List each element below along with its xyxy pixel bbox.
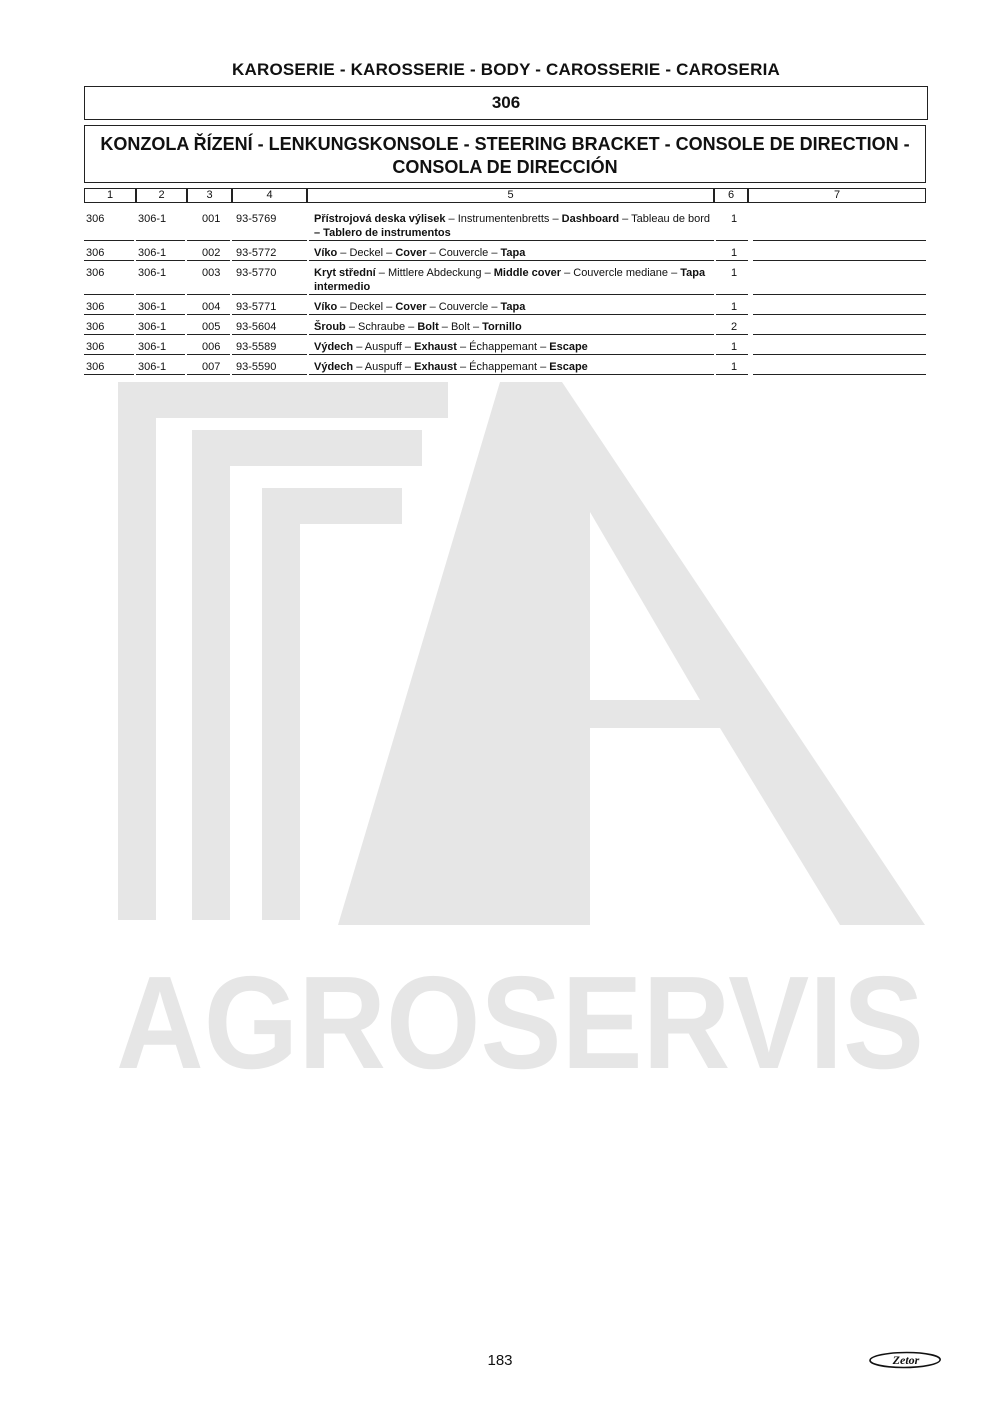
description-part: – Couvercle – xyxy=(426,247,501,259)
description-part: – Échappemant – xyxy=(456,361,550,373)
row-underline xyxy=(187,260,230,261)
column-header-7: 7 xyxy=(748,188,926,203)
part-number-cell: 93-5604 xyxy=(236,321,277,333)
row-underline xyxy=(716,334,748,335)
row-underline xyxy=(84,260,134,261)
row-underline xyxy=(309,294,714,295)
group-cell: 306 xyxy=(86,267,105,279)
quantity-cell: 1 xyxy=(731,267,738,279)
description-part: Kryt střední xyxy=(314,267,376,279)
figure-cell: 306-1 xyxy=(138,361,167,373)
part-number-cell: 93-5772 xyxy=(236,247,277,259)
row-underline xyxy=(716,260,748,261)
quantity-cell: 1 xyxy=(731,247,738,259)
row-underline xyxy=(232,314,307,315)
row-underline xyxy=(309,314,714,315)
description-part: – Deckel – xyxy=(337,301,396,313)
position-cell: 007 xyxy=(202,361,221,373)
description-part: Escape xyxy=(549,361,588,373)
row-underline xyxy=(309,260,714,261)
description-cell xyxy=(314,300,716,314)
column-header-3: 3 xyxy=(187,188,232,203)
description-part: Cover xyxy=(395,301,427,313)
description-part: Tapa xyxy=(500,247,526,259)
figure-cell: 306-1 xyxy=(138,341,167,353)
row-underline xyxy=(136,374,185,375)
description-cell xyxy=(314,360,716,374)
group-cell: 306 xyxy=(86,301,105,313)
row-underline xyxy=(309,334,714,335)
description-line xyxy=(314,320,716,334)
row-underline xyxy=(187,334,230,335)
description-part: Výdech xyxy=(314,361,354,373)
description-part: – Couvercle mediane – xyxy=(561,267,681,279)
group-cell: 306 xyxy=(86,247,105,259)
description-cell xyxy=(314,266,716,294)
row-underline xyxy=(187,240,230,241)
description-part: – Couvercle – xyxy=(426,301,501,313)
row-underline xyxy=(136,314,185,315)
position-cell: 002 xyxy=(202,247,221,259)
description-part: Exhaust xyxy=(414,361,457,373)
description-part: Bolt xyxy=(417,321,439,333)
description-line xyxy=(314,226,716,240)
page-title: KAROSERIE - KAROSSERIE - BODY - CAROSSERIE - CAROSERIA xyxy=(232,60,780,79)
row-underline xyxy=(309,240,714,241)
figure-cell: 306-1 xyxy=(138,301,167,313)
description-line xyxy=(314,360,716,374)
description-cell xyxy=(314,320,716,334)
group-cell: 306 xyxy=(86,341,105,353)
column-header-1: 1 xyxy=(84,188,136,203)
description-part: – Schraube – xyxy=(345,321,418,333)
description-part: – Échappemant – xyxy=(456,341,550,353)
description-cell xyxy=(314,246,716,260)
row-underline xyxy=(187,294,230,295)
zetor-logo xyxy=(868,1351,942,1369)
description-part: – Tablero de instrumentos xyxy=(314,227,451,239)
parts-table xyxy=(0,208,1000,376)
row-underline xyxy=(187,314,230,315)
table-row xyxy=(0,296,1000,316)
row-underline xyxy=(309,354,714,355)
row-underline xyxy=(753,334,926,335)
column-header-5: 5 xyxy=(307,188,714,203)
figure-cell: 306-1 xyxy=(138,213,167,225)
row-underline xyxy=(187,374,230,375)
row-underline xyxy=(753,314,926,315)
table-row xyxy=(0,242,1000,262)
description-part: Víko xyxy=(314,247,338,259)
description-part: – Tableau de bord xyxy=(619,213,711,225)
description-part: – Auspuff – xyxy=(353,361,415,373)
figure-cell: 306-1 xyxy=(138,247,167,259)
table-row xyxy=(0,356,1000,376)
description-part: Escape xyxy=(549,341,588,353)
description-line xyxy=(314,340,716,354)
description-part: Šroub xyxy=(314,321,346,333)
description-part: – Mittlere Abdeckung – xyxy=(375,267,494,279)
section-title-box xyxy=(84,125,926,183)
row-underline xyxy=(136,354,185,355)
part-number-cell: 93-5590 xyxy=(236,361,277,373)
row-underline xyxy=(753,260,926,261)
row-underline xyxy=(716,314,748,315)
description-cell xyxy=(314,212,716,240)
section-title-line1: KONZOLA ŘÍZENÍ - LENKUNGSKONSOLE - STEERING BRACKET - CONSOLE DE DIRECTION - xyxy=(100,134,910,154)
row-underline xyxy=(84,334,134,335)
row-underline xyxy=(309,374,714,375)
row-underline xyxy=(232,354,307,355)
row-underline xyxy=(753,240,926,241)
row-underline xyxy=(136,260,185,261)
row-underline xyxy=(716,354,748,355)
description-line xyxy=(314,280,716,294)
row-underline xyxy=(716,374,748,375)
description-line xyxy=(314,300,716,314)
column-header-2: 2 xyxy=(136,188,187,203)
description-part: – Auspuff – xyxy=(353,341,415,353)
figure-cell: 306-1 xyxy=(138,321,167,333)
row-underline xyxy=(753,354,926,355)
row-underline xyxy=(232,334,307,335)
group-cell: 306 xyxy=(86,361,105,373)
description-part: Dashboard xyxy=(561,213,620,225)
quantity-cell: 1 xyxy=(731,301,738,313)
table-row xyxy=(0,208,1000,242)
description-line xyxy=(314,266,716,280)
description-part: Přístrojová deska výlisek xyxy=(314,213,446,225)
row-underline xyxy=(232,240,307,241)
description-part: Výdech xyxy=(314,341,354,353)
group-cell: 306 xyxy=(86,321,105,333)
description-part: Exhaust xyxy=(414,341,457,353)
quantity-cell: 1 xyxy=(731,341,738,353)
description-part: Tornillo xyxy=(482,321,522,333)
part-number-cell: 93-5770 xyxy=(236,267,277,279)
row-underline xyxy=(84,314,134,315)
row-underline xyxy=(136,240,185,241)
quantity-cell: 1 xyxy=(731,213,738,225)
table-row xyxy=(0,336,1000,356)
quantity-cell: 2 xyxy=(731,321,738,333)
row-underline xyxy=(84,374,134,375)
row-underline xyxy=(232,294,307,295)
table-header xyxy=(0,188,1000,203)
table-row xyxy=(0,262,1000,296)
row-underline xyxy=(84,294,134,295)
group-cell: 306 xyxy=(86,213,105,225)
group-code-box: 306 xyxy=(84,86,928,120)
position-cell: 001 xyxy=(202,213,221,225)
description-part: – Bolt – xyxy=(438,321,483,333)
position-cell: 006 xyxy=(202,341,221,353)
row-underline xyxy=(232,260,307,261)
row-underline xyxy=(232,374,307,375)
column-header-6: 6 xyxy=(714,188,748,203)
row-underline xyxy=(753,374,926,375)
description-line xyxy=(314,212,716,226)
section-title-line2: CONSOLA DE DIRECCIÓN xyxy=(392,157,618,177)
row-underline xyxy=(716,294,748,295)
description-part: Víko xyxy=(314,301,338,313)
part-number-cell: 93-5589 xyxy=(236,341,277,353)
description-part: Middle cover xyxy=(493,267,562,279)
description-part: Cover xyxy=(395,247,427,259)
page-number: 183 xyxy=(487,1352,513,1369)
row-underline xyxy=(187,354,230,355)
description-part: – Instrumentenbretts – xyxy=(445,213,562,225)
row-underline xyxy=(716,240,748,241)
watermark-text: AGROSERVIS xyxy=(116,949,924,1096)
position-cell: 005 xyxy=(202,321,221,333)
description-cell xyxy=(314,340,716,354)
quantity-cell: 1 xyxy=(731,361,738,373)
row-underline xyxy=(136,294,185,295)
row-underline xyxy=(753,294,926,295)
row-underline xyxy=(84,240,134,241)
row-underline xyxy=(84,354,134,355)
part-number-cell: 93-5771 xyxy=(236,301,277,313)
part-number-cell: 93-5769 xyxy=(236,213,277,225)
row-underline xyxy=(136,334,185,335)
description-part: Tapa xyxy=(680,267,706,279)
zetor-logo-text: Zetor xyxy=(892,1353,920,1367)
description-line xyxy=(314,246,716,260)
figure-cell: 306-1 xyxy=(138,267,167,279)
description-part: intermedio xyxy=(314,281,371,293)
description-part: Tapa xyxy=(500,301,526,313)
column-header-4: 4 xyxy=(232,188,307,203)
table-row xyxy=(0,316,1000,336)
position-cell: 003 xyxy=(202,267,221,279)
position-cell: 004 xyxy=(202,301,221,313)
description-part: – Deckel – xyxy=(337,247,396,259)
